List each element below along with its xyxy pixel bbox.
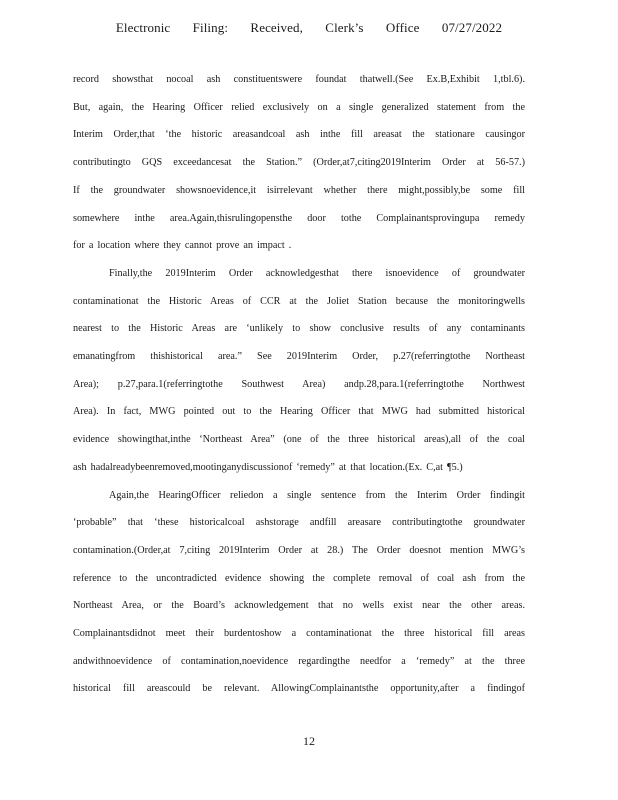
header-date: 07/27/2022 (441, 20, 503, 35)
header-filing: Filing: (192, 20, 229, 35)
text-line: record showsthat nocoal ash constituentswere foundat thatwell.(See Ex.B,Exhibit 1,tbl.6). (73, 74, 525, 85)
header-electronic: Electronic (115, 20, 171, 35)
text-line: historical fill areascould be relevant. AllowingComplainantsthe opportunity,after a findingof (73, 683, 525, 695)
text-line: Northeast Area, or the Board’s acknowledgement that no wells exist near the other areas. (73, 600, 525, 612)
text-line: ‘probable” that ‘these historicalcoal ashstorage andfill areasare contributingtothe groundwater (73, 517, 525, 529)
page-number: 12 (303, 734, 315, 748)
text-line: Area); p.27,para.1(referringtothe Southwest Area) andp.28,para.1(referringtothe Northwest (73, 378, 525, 390)
text-line: emanatingfrom thishistorical area.” See 2019Interim Order, p.27(referringtothe Northeast (73, 351, 525, 363)
text-line: for a location where they cannot prove an impact . (73, 240, 292, 252)
text-line: contaminationat the Historic Areas of CCR at the Joliet Station because the monitoringwells (73, 295, 525, 307)
text-line: reference to the uncontradicted evidence showing the complete removal of coal ash from the (73, 572, 525, 584)
text-line: Finally,the 2019Interim Order acknowledgesthat there isnoevidence of groundwater (109, 267, 525, 279)
text-line: Interim Order,that ‘the historic areasandcoal ash inthe fill areasat the stationare causingor (73, 129, 525, 141)
text-line: But, again, the Hearing Officer relied exclusively on a single generalized statement from the (73, 101, 525, 113)
text-line: somewhere inthe area.Again,thisrulingopensthe door tothe Complainantsprovingupa remedy (73, 212, 525, 224)
header-office: Office (385, 20, 420, 35)
text-line: If the groundwater showsnoevidence,it isirrelevant whether there might,possibly,be some fill (73, 184, 525, 196)
body-text (73, 66, 525, 703)
text-line: Area). In fact, MWG pointed out to the Hearing Officer that MWG had submitted historical (73, 406, 525, 418)
paragraph-2 (73, 260, 525, 482)
text-line: ash hadalreadybeenremoved,mootinganydiscussionof ‘remedy” at that location.(Ex. C,at ¶5.) (73, 461, 463, 473)
text-line: andwithnoevidence of contamination,noevidence regardingthe needfor a ‘remedy” at the three (73, 655, 525, 667)
text-line: nearest to the Historic Areas are ‘unlikely to show conclusive results of any contaminants (73, 323, 525, 335)
filing-header (0, 20, 618, 36)
paragraph-1 (73, 66, 525, 260)
text-line: contamination.(Order,at 7,citing 2019Interim Order at 28.) The Order doesnot mention MWG’s (73, 544, 525, 556)
text-line: Again,the HearingOfficer reliedon a single sentence from the Interim Order findingit (109, 489, 525, 501)
text-line: contributingto GQS exceedancesat the Station.” (Order,at7,citing2019Interim Order at 56-57.) (73, 157, 525, 169)
paragraph-3 (73, 482, 525, 704)
text-line: Complainantsdidnot meet their burdentoshow a contaminationat the three historical fill areas (73, 628, 525, 640)
header-clerks: Clerk’s (325, 20, 364, 35)
header-received: Received, (250, 20, 303, 35)
text-line: evidence showingthat,inthe ‘Northeast Area” (one of the three historical areas),all of the coal (73, 434, 525, 446)
